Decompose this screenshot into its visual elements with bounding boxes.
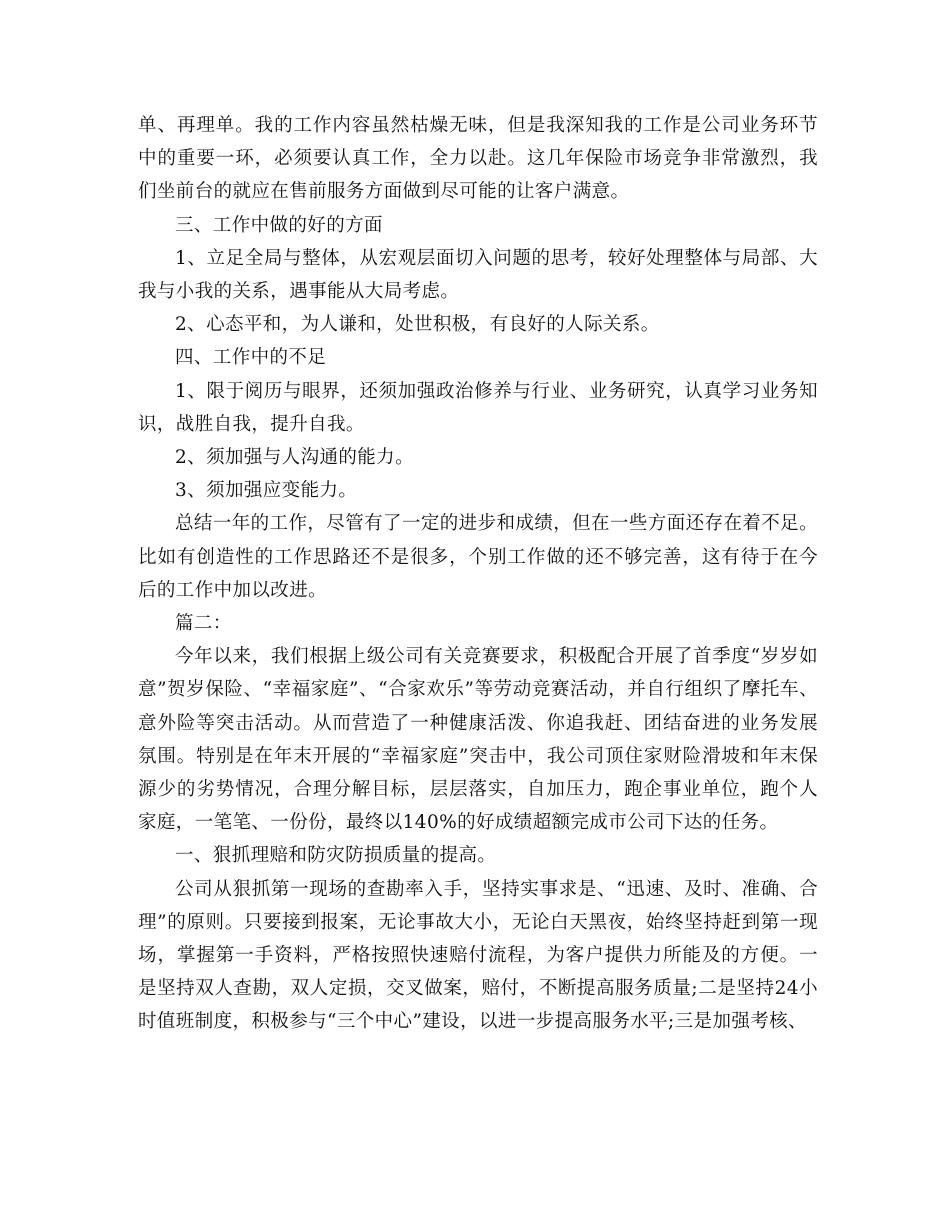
paragraph: 篇二： [175, 613, 232, 635]
paragraph: 1、限于阅历与眼界，还须加强政治修养与行业、业务研究，认真学习业务知识，战胜自我，提升自我。 [138, 380, 818, 435]
paragraph: 四、工作中的不足 [175, 347, 327, 369]
document-body [138, 109, 818, 1039]
paragraph: 3、须加强应变能力。 [175, 480, 358, 502]
paragraph: 1、立足全局与整体，从宏观层面切入问题的思考，较好处理整体与局部、大我与小我的关系，遇事能从大局考虑。 [138, 247, 818, 303]
paragraph: 2、心态平和，为人谦和，处世积极，有良好的人际关系。 [175, 314, 660, 336]
paragraph: 单、再理单。我的工作内容虽然枯燥无味，但是我深知我的工作是公司业务环节中的重要一环，必须要认真工作，全力以赴。这几年保险市场竞争非常激烈，我们坐前台的就应在售前服务方面做到尽可能的让客户满意。 [138, 115, 818, 203]
paragraph: 今年以来，我们根据上级公司有关竞赛要求，积极配合开展了首季度“岁岁如意”贺岁保险、“幸福家庭”、“合家欢乐”等劳动竞赛活动，并自行组织了摩托车、意外险等突击活动。从而营造了一种健康活泼、你追我赶、团结奋进的业务发展氛围。特别是在年末开展的“幸福家庭”突击中，我公司顶住家财险滑坡和年末保源少的劣势情况，合理分解目标，层层落实，自加压力，跑企事业单位，跑个人家庭，一笔笔、一份份，最终以140%的好成绩超额完成市公司下达的任务。 [138, 646, 818, 834]
paragraph: 三、工作中做的好的方面 [175, 214, 383, 236]
paragraph: 一、狠抓理赔和防灾防损质量的提高。 [175, 845, 497, 867]
paragraph: 公司从狠抓第一现场的查勘率入手，坚持实事求是、“迅速、及时、准确、合理”的原则。只要接到报案，无论事故大小，无论白天黑夜，始终坚持赶到第一现场，掌握第一手资料，严格按照快速赔付流程，为客户提供力所能及的方便。一是坚持双人查勘，双人定损，交叉做案，赔付，不断提高服务质量;二是坚持24小时值班制度，积极参与“三个中心”建设，以进一步提高服务水平;三是加强考核、 [138, 878, 818, 1033]
paragraph: 总结一年的工作，尽管有了一定的进步和成绩，但在一些方面还存在着不足。比如有创造性的工作思路还不是很多，个别工作做的还不够完善，这有待于在今后的工作中加以改进。 [138, 513, 818, 601]
paragraph: 2、须加强与人沟通的能力。 [175, 447, 414, 469]
